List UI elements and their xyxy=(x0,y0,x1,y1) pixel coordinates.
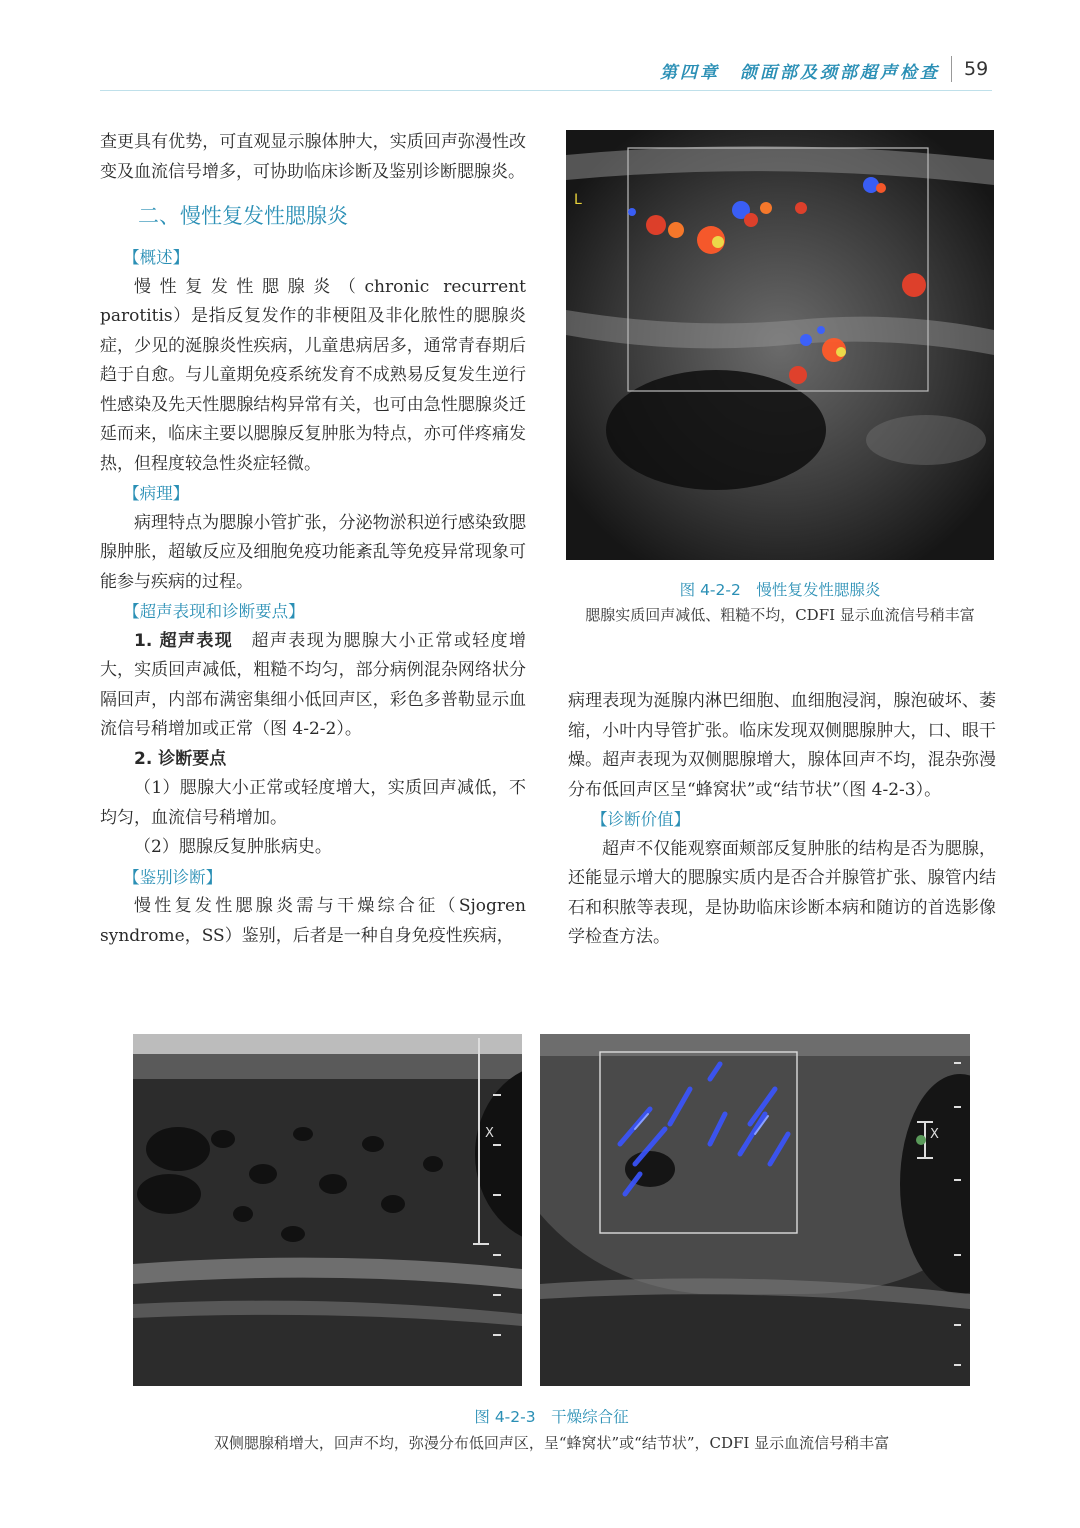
section-title: 二、慢性复发性腮腺炎 xyxy=(138,204,348,228)
figure-4-2-3-title: 图 4-2-3 干燥综合征 xyxy=(474,1408,629,1426)
ultrasound-paragraph xyxy=(100,627,526,745)
page-number: 59 xyxy=(964,58,989,80)
diagnosis-item-1: （1）腮腺大小正常或轻度增大，实质回声减低，不均匀，血流信号稍增加。 xyxy=(100,778,526,828)
pathology-paragraph: 病理特点为腮腺小管扩张，分泌物淤积逆行感染致腮腺肿胀，超敏反应及细胞免疫功能紊乱等免疫异常现象可能参与疾病的过程。 xyxy=(100,512,526,592)
diagnostic-value-paragraph: 超声不仅能观察面颊部反复肿胀的结构是否为腮腺，还能显示增大的腮腺实质内是否合并腺管扩张、腺管内结石和积脓等表现，是协助临床诊断本病和随访的首选影像学检查方法。 xyxy=(568,838,996,947)
diagnosis-label: 2. 诊断要点 xyxy=(134,748,227,769)
pathology-heading: 【病理】 xyxy=(123,484,190,503)
figure-1-marker: L xyxy=(574,192,582,208)
ultrasound-doppler-graphic-2 xyxy=(540,1034,970,1386)
intro-paragraph: 查更具有优势，可直观显示腺体肿大，实质回声弥漫性改变及血流信号增多，可协助临床诊断及鉴别诊断腮腺炎。 xyxy=(100,132,526,182)
figure-4-2-2-caption: 腮腺实质回声减低、粗糙不均，CDFI 显示血流信号稍丰富 xyxy=(585,606,975,624)
header-rule xyxy=(100,90,992,91)
differential-paragraph: 慢性复发性腮腺炎需与干燥综合征（Sjogren syndrome，SS）鉴别，后者是一种自身免疫性疾病， xyxy=(100,896,526,946)
ultrasound-label: 1. 超声表现 xyxy=(134,630,234,651)
figure-2-right-marker: X xyxy=(930,1127,939,1142)
diagnosis-label-line xyxy=(100,745,526,775)
header-separator xyxy=(951,56,952,82)
figure-4-2-3-caption: 双侧腮腺稍增大，回声不均，弥漫分布低回声区，呈“蜂窝状”或“结节状”，CDFI 显示血流信号稍丰富 xyxy=(213,1434,890,1452)
figure-4-2-3-right-image xyxy=(540,1034,970,1386)
ultrasound-heading: 【超声表现和诊断要点】 xyxy=(123,602,305,621)
diagnostic-value-heading: 【诊断价值】 xyxy=(591,810,691,829)
right-column xyxy=(568,687,996,953)
diagnosis-item-2: （2）腮腺反复肿胀病史。 xyxy=(134,837,332,857)
ultrasound-grayscale-graphic xyxy=(133,1034,522,1386)
overview-paragraph: 慢性复发性腮腺炎（chronic recurrent parotitis）是指反复发作的非梗阻及非化脓性的腮腺炎症，少见的涎腺炎性疾病，儿童患病居多，通常青春期后趋于自愈。与儿童期免疫系统发育不成熟易反复发生逆行性感染及先天性腮腺结构异常有关，也可由急性腮腺炎迁延而来，临床主要以腮腺反复肿胀为特点，亦可伴疼痛发热，但程度较急性炎症轻微。 xyxy=(100,276,526,474)
differential-heading: 【鉴别诊断】 xyxy=(123,867,223,887)
figure-4-2-3-left-image xyxy=(133,1034,522,1386)
figure-2-left-marker: X xyxy=(485,1126,494,1141)
ultrasound-doppler-graphic xyxy=(566,130,994,560)
right-continuation-paragraph: 病理表现为涎腺内淋巴细胞、血细胞浸润，腺泡破坏、萎缩，小叶内导管扩张。临床发现双侧腮腺肿大，口、眼干燥。超声表现为双侧腮腺增大，腺体回声不均，混杂弥漫分布低回声区呈“蜂窝状”或“结节状”（图 4-2-3）。 xyxy=(568,691,996,800)
overview-heading: 【概述】 xyxy=(123,248,190,267)
left-column xyxy=(100,128,526,951)
ultrasound-text: 超声表现为腮腺大小正常或轻度增大，实质回声减低，粗糙不均匀，部分病例混杂网络状分隔回声，内部布满密集细小低回声区，彩色多普勒显示血流信号稍增加或正常（图 4-2-2）。 xyxy=(100,630,526,739)
figure-4-2-2-image xyxy=(566,130,994,560)
running-header-chapter: 第四章 颌面部及颈部超声检查 xyxy=(660,63,940,83)
figure-4-2-2-title: 图 4-2-2 慢性复发性腮腺炎 xyxy=(679,581,881,599)
